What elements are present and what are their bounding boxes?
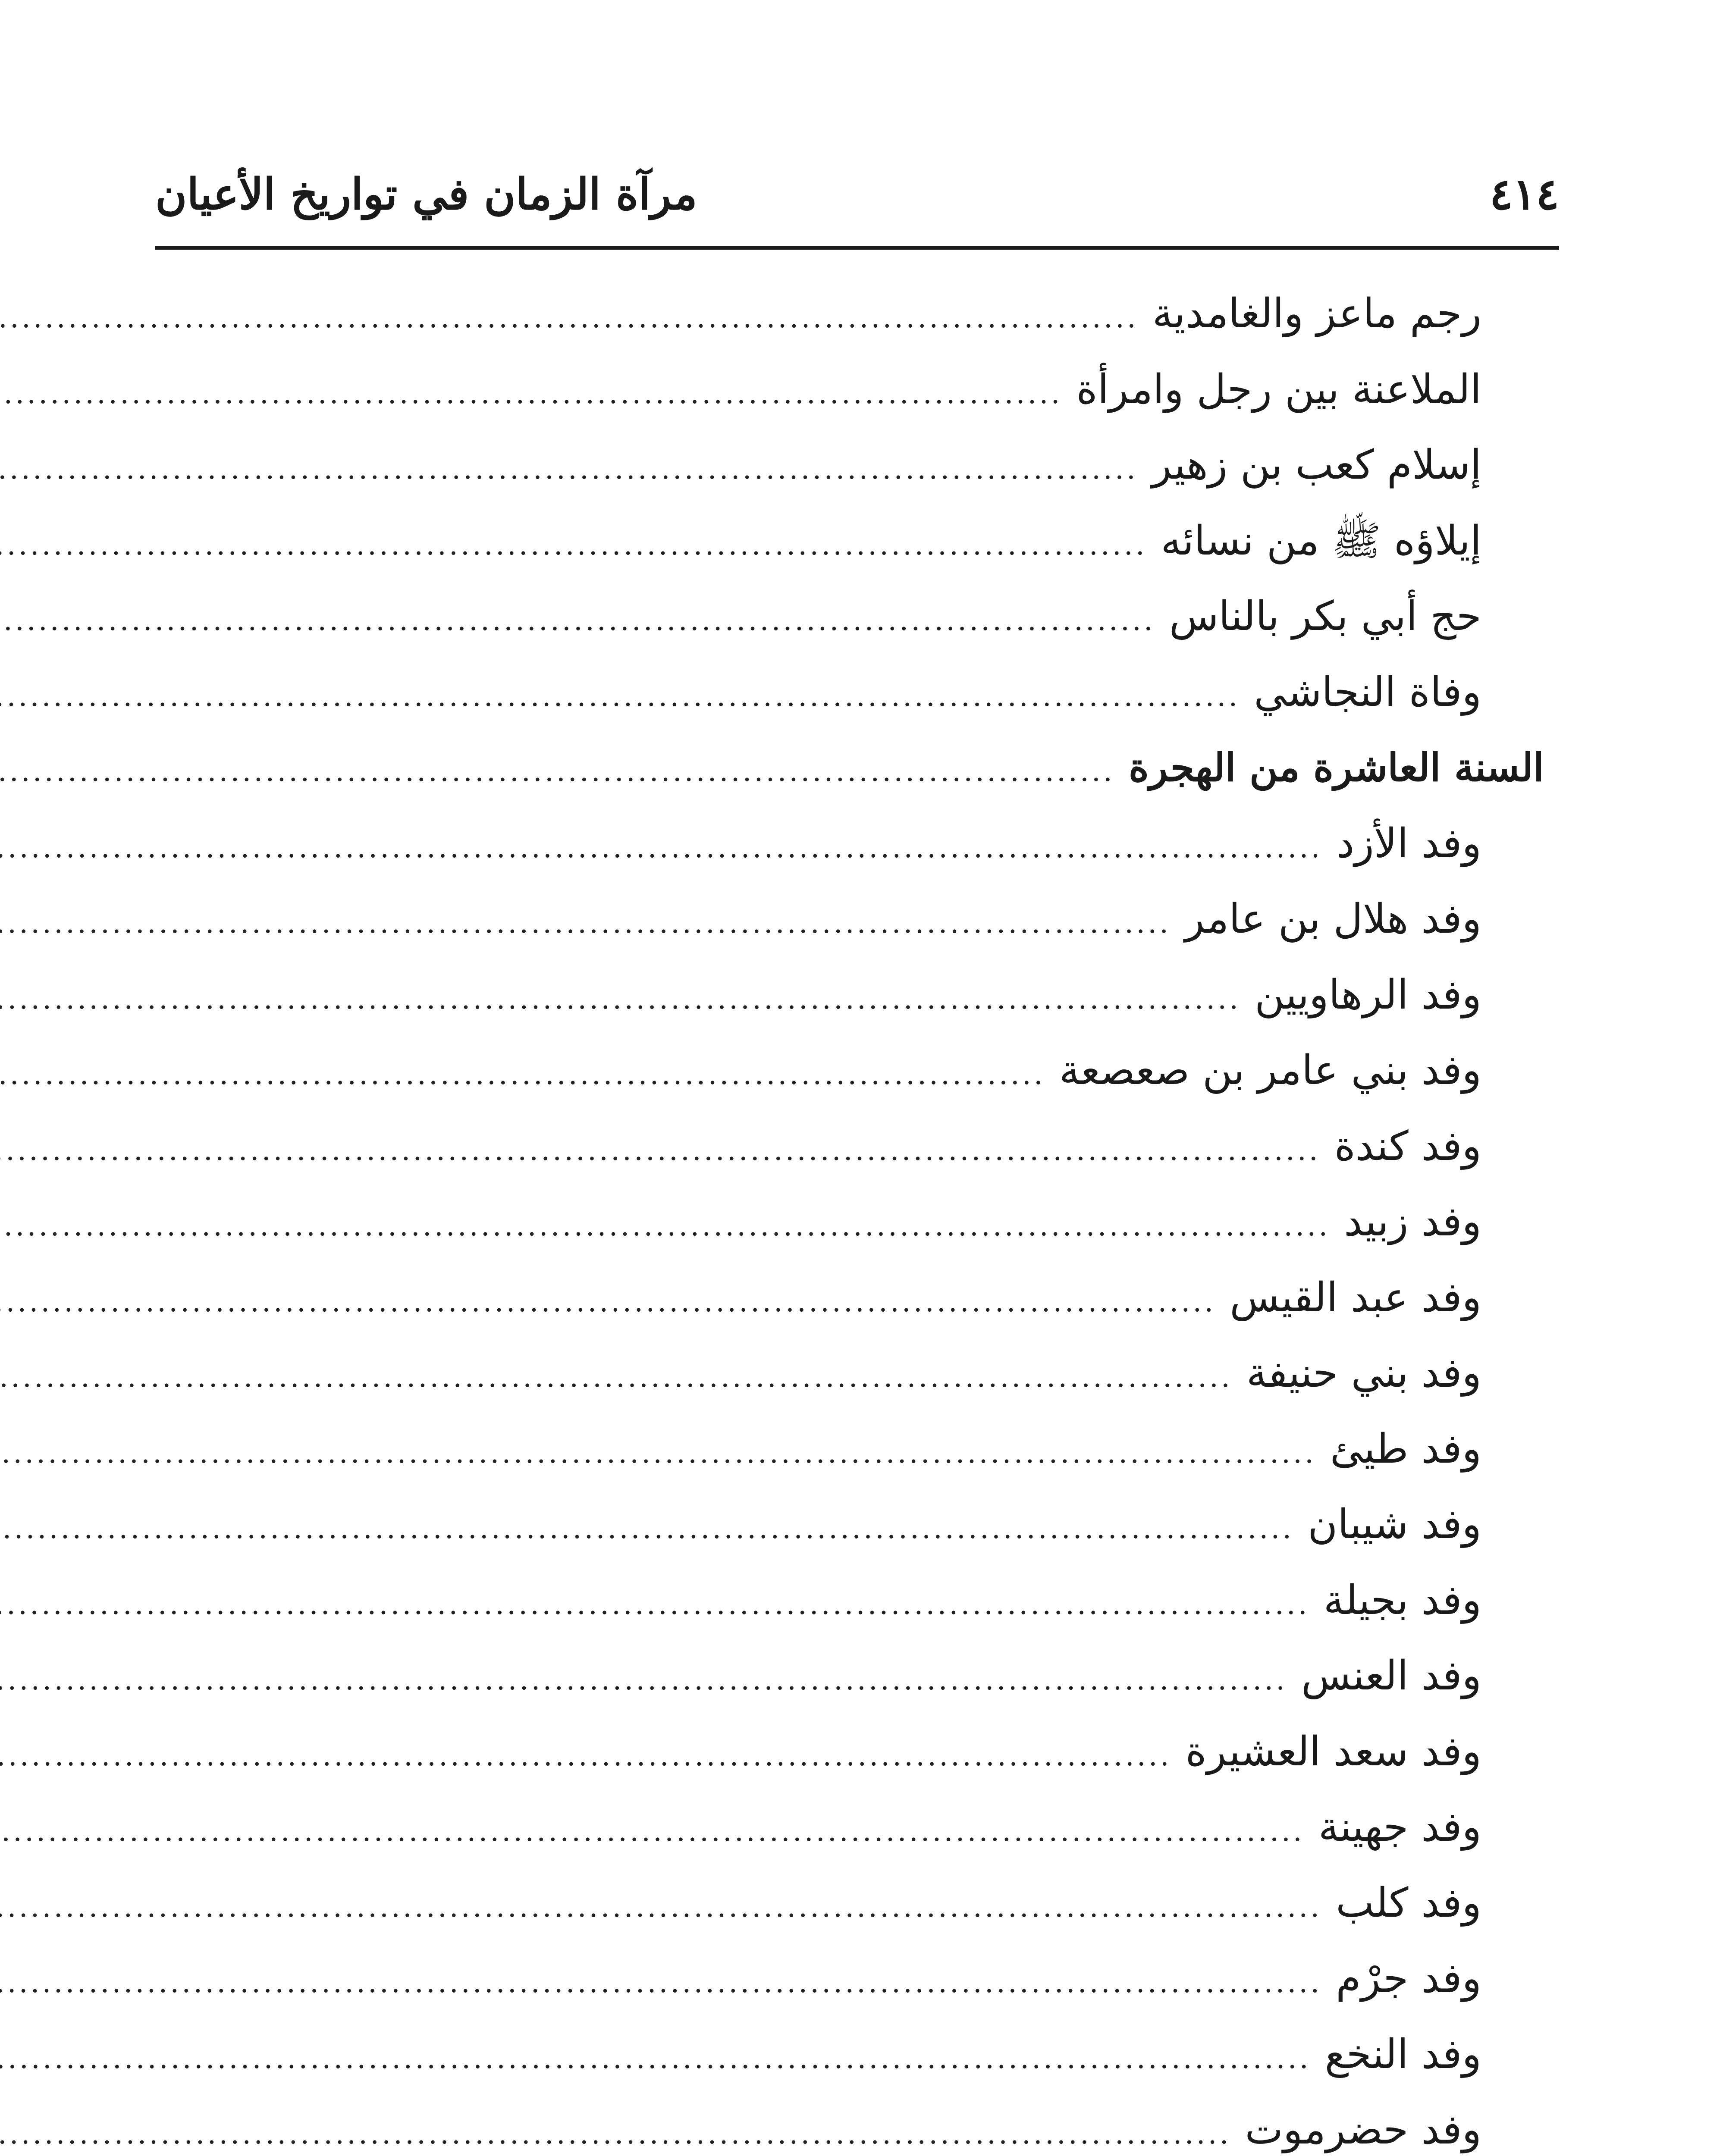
toc-entry-title: وفد شيبان <box>1308 1501 1481 1548</box>
toc-entry-title: وفد عبد القيس <box>1230 1274 1481 1321</box>
dot-leader <box>0 356 1062 432</box>
toc-entry <box>164 806 1544 882</box>
toc-entry <box>164 1789 1544 1865</box>
page-number: ٤١٤ <box>1489 169 1559 219</box>
toc-entry-title: وفد العنس <box>1301 1652 1481 1699</box>
book-title: مرآة الزمان في تواريخ الأعيان <box>155 169 697 219</box>
toc-entry <box>164 1941 1544 2017</box>
toc-entry <box>164 1563 1544 1639</box>
toc-entry <box>164 1260 1544 1336</box>
toc-entry <box>164 427 1544 503</box>
toc-entry-title: الملاعنة بين رجل وامرأة <box>1076 366 1481 413</box>
toc-entry-title: وفد سعد العشيرة <box>1185 1728 1481 1775</box>
toc-entry <box>164 1184 1544 1260</box>
dot-leader <box>0 1112 1321 1188</box>
dot-leader <box>0 1945 1322 2021</box>
toc-entry-title: وفد بني حنيفة <box>1246 1350 1481 1397</box>
running-header <box>155 155 1559 233</box>
toc-entry-title: وفد جرْم <box>1336 1955 1481 2002</box>
toc-section-heading <box>164 730 1544 806</box>
toc-entry-title: إيلاؤه ﷺ من نسائه <box>1161 517 1481 564</box>
toc-entry <box>164 1109 1544 1185</box>
dot-leader <box>0 1491 1294 1567</box>
toc-entry <box>164 1714 1544 1790</box>
dot-leader <box>0 1718 1172 1794</box>
toc-entry-title: وفاة النجاشي <box>1254 668 1481 716</box>
toc-entry-title: وفد زبيد <box>1344 1198 1481 1245</box>
dot-leader <box>0 810 1322 886</box>
dot-leader <box>0 1188 1330 1264</box>
toc-entry-title: وفد الرهاويين <box>1255 971 1481 1018</box>
toc-entry-title: وفد كلب <box>1336 1879 1481 1927</box>
toc-entry-title: وفد بني عامر بن صعصعة <box>1059 1047 1481 1094</box>
dot-leader <box>0 2096 1231 2156</box>
dot-leader <box>0 431 1138 507</box>
dot-leader <box>0 961 1241 1037</box>
table-of-contents <box>164 276 1544 2156</box>
toc-entry-title: السنة العاشرة من الهجرة <box>1128 745 1544 790</box>
toc-entry-title: وفد النخع <box>1324 2031 1481 2078</box>
header-rule <box>155 246 1559 250</box>
toc-entry-title: رجم ماعز والغامدية <box>1152 290 1481 337</box>
toc-entry <box>164 957 1544 1033</box>
toc-entry-title: وفد بجيلة <box>1323 1576 1481 1624</box>
dot-leader <box>0 583 1155 658</box>
dot-leader <box>0 2021 1311 2096</box>
toc-entry-title: حج أبي بكر بالناس <box>1169 593 1481 640</box>
dot-leader <box>0 733 1115 809</box>
toc-entry-title: وفد الأزد <box>1336 820 1481 867</box>
toc-entry <box>164 655 1544 730</box>
dot-leader <box>0 885 1171 961</box>
dot-leader <box>0 1567 1310 1642</box>
toc-entry <box>164 1033 1544 1109</box>
dot-leader <box>0 1869 1322 1945</box>
toc-entry <box>164 1865 1544 1941</box>
dot-leader <box>0 1642 1287 1718</box>
toc-entry <box>164 2092 1544 2156</box>
toc-entry <box>164 352 1544 428</box>
dot-leader <box>0 1793 1305 1869</box>
toc-entry-title: إسلام كعب بن زهير <box>1152 442 1481 489</box>
toc-entry <box>164 1487 1544 1563</box>
toc-entry <box>164 1638 1544 1714</box>
toc-entry <box>164 2017 1544 2093</box>
dot-leader <box>0 507 1147 583</box>
toc-entry <box>164 881 1544 957</box>
dot-leader <box>0 1339 1233 1415</box>
toc-entry <box>164 579 1544 655</box>
dot-leader <box>0 658 1240 734</box>
toc-entry <box>164 1411 1544 1487</box>
dot-leader <box>0 1037 1045 1112</box>
toc-entry-title: وفد كندة <box>1334 1122 1481 1170</box>
dot-leader <box>0 280 1139 356</box>
toc-entry-title: وفد هلال بن عامر <box>1185 896 1481 943</box>
dot-leader <box>0 1264 1216 1340</box>
toc-entry <box>164 276 1544 352</box>
toc-entry-title: وفد طيئ <box>1330 1425 1481 1473</box>
toc-entry <box>164 1335 1544 1411</box>
toc-entry-title: وفد جهينة <box>1318 1804 1481 1851</box>
toc-entry-title: وفد حضرموت <box>1245 2106 1481 2153</box>
dot-leader <box>0 1415 1316 1491</box>
toc-entry <box>164 503 1544 579</box>
